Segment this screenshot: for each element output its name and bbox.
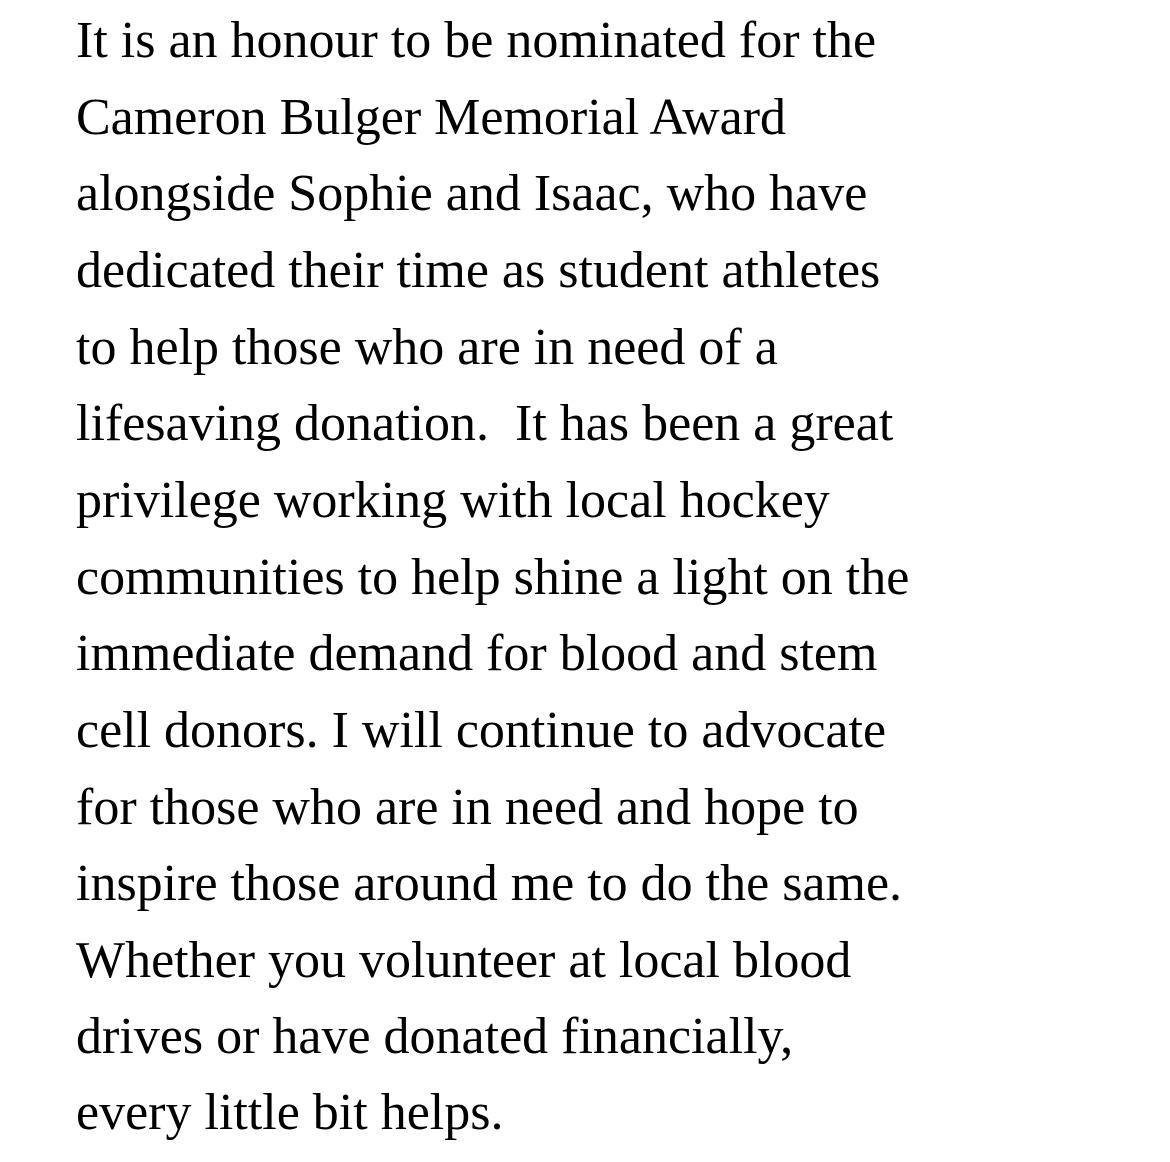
body-text-line: drives or have donated financially, (76, 1008, 794, 1065)
body-text-line: immediate demand for blood and stem (76, 625, 878, 682)
body-text-line: inspire those around me to do the same. (76, 855, 903, 912)
body-text-line: communities to help shine a light on the (76, 549, 910, 606)
body-text-line: every little bit helps. (76, 1084, 504, 1141)
body-text-line: It is an honour to be nominated for the (76, 12, 877, 69)
body-text-line: to help those who are in need of a (76, 319, 778, 376)
body-text-line: alongside Sophie and Isaac, who have (76, 165, 868, 222)
body-text-line: lifesaving donation. It has been a great (76, 395, 894, 452)
body-text-line: privilege working with local hockey (76, 472, 830, 529)
body-text-line: for those who are in need and hope to (76, 779, 859, 836)
body-text-line: Cameron Bulger Memorial Award (76, 89, 787, 146)
body-text-line: dedicated their time as student athletes (76, 242, 881, 299)
body-text-line: Whether you volunteer at local blood (76, 932, 852, 989)
body-text-line: cell donors. I will continue to advocate (76, 702, 887, 759)
